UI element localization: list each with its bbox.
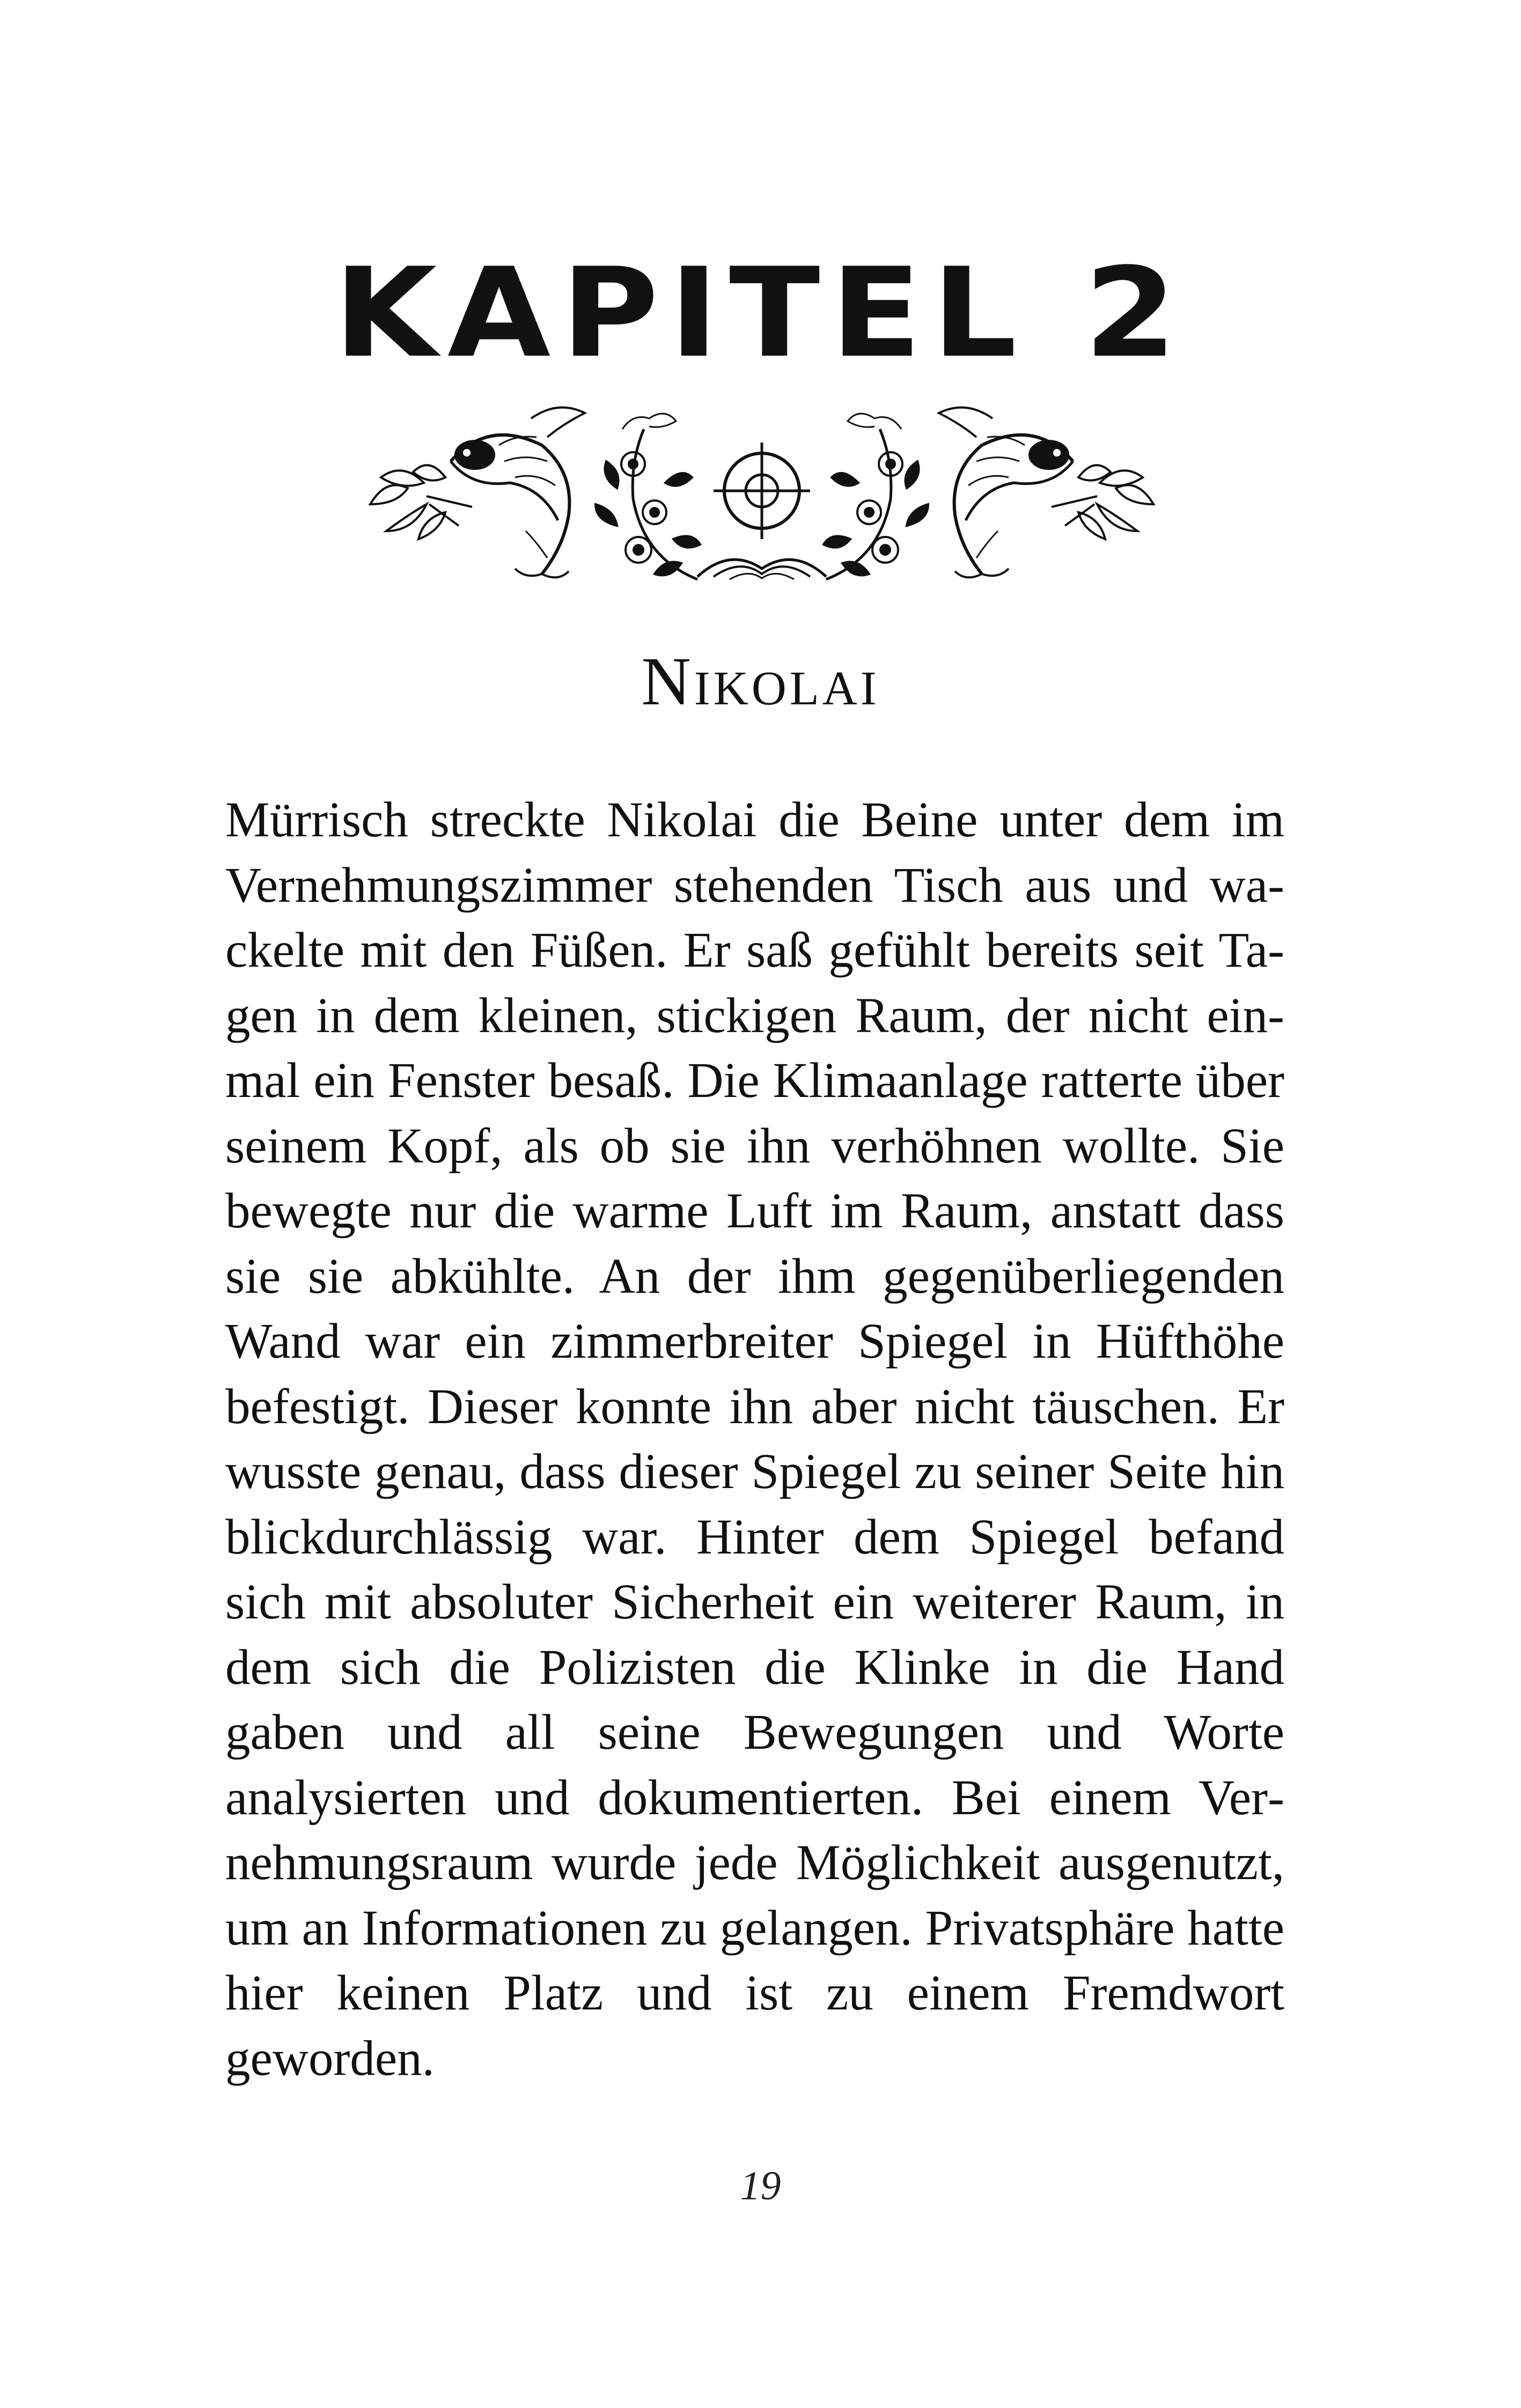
crosshair-icon bbox=[714, 443, 810, 539]
koi-fish-crosshair-ornament-icon bbox=[365, 397, 1159, 585]
left-lily-icon bbox=[370, 465, 472, 539]
chapter-paragraph: Mürrisch streckte Nikolai die Beine unter dem im Vernehmungszimmer stehenden Tisch aus und wackelte mit den Füßen. Er saß gefühlt bereits seit Tagen in dem kleinen, stickigen Raum, der nicht einmal ein Fenster besaß. Die Klimaanlage ratterte über seinem Kopf, als ob sie ihn verhöhnen wollte. Sie bewegte nur die warme Luft im Raum, anstatt dass sie sie abkühlte. An der ihm gegenüberliegenden Wand war ein zimmerbreiter Spiegel in Hüfthöhe befestigt. Dieser konnte ihn aber nicht täuschen. Er wusste genau, dass dieser Spiegel zu seiner Seite hin blickdurchlässig war. Hinter dem Spiegel befand sich mit absoluter Sicherheit ein weiterer Raum, in dem sich die Polizisten die Klinke in die Hand gaben und all seine Bewegungen und Worte analysierten und dokumentierten. Bei einem Vernehmungsraum wurde jede Möglichkeit ausgenutzt, um an Informationen zu gelangen. Privatsphäre hatte hier keinen Platz und ist zu einem Fremdwort geworden. bbox=[225, 792, 1284, 2086]
wave-icon bbox=[697, 559, 826, 579]
page-number: 19 bbox=[740, 2163, 781, 2208]
section-character-name: Nikolai bbox=[641, 643, 880, 719]
right-koi-fish-icon bbox=[939, 408, 1073, 578]
right-lily-icon bbox=[1052, 465, 1153, 539]
right-floral-branch-icon bbox=[824, 414, 928, 579]
left-koi-fish-icon bbox=[451, 408, 585, 578]
chapter-title: KAPITEL 2 bbox=[334, 242, 1187, 385]
left-floral-branch-icon bbox=[596, 414, 700, 579]
